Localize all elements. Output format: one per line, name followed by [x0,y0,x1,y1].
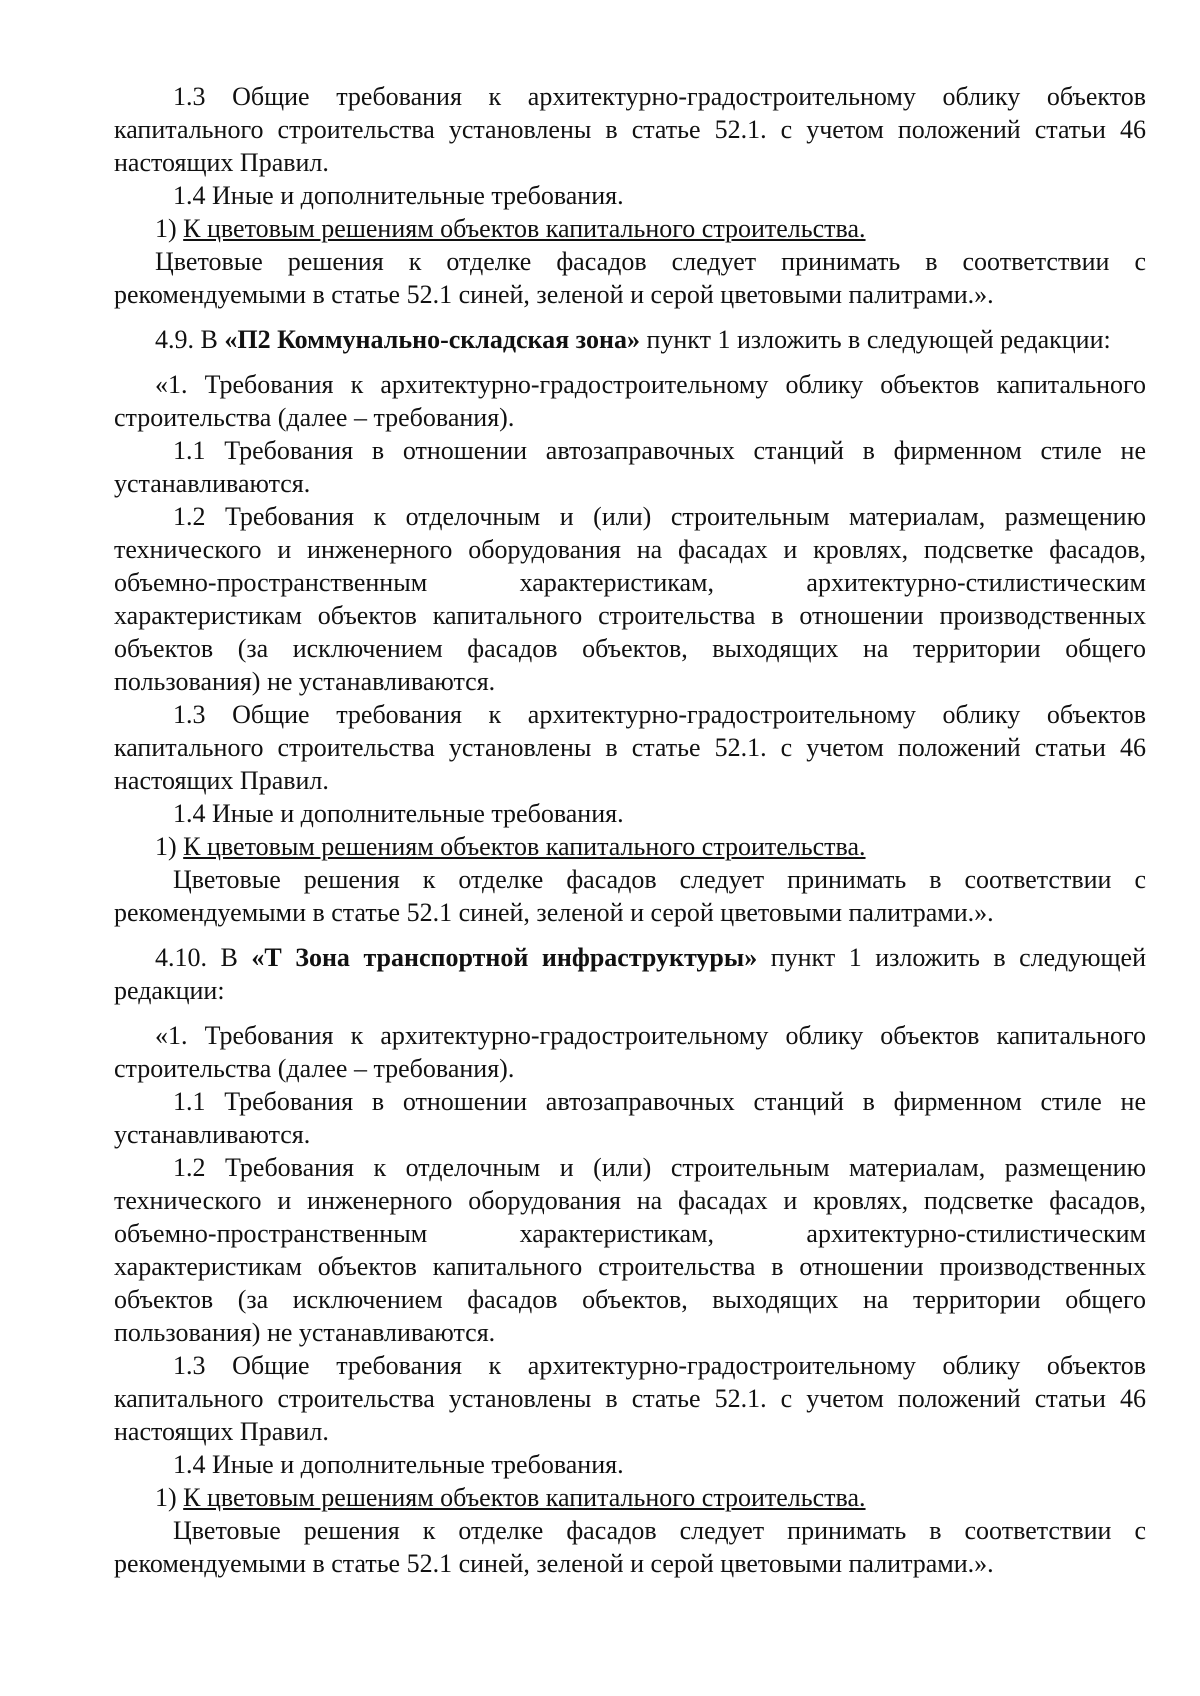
paragraph-requirements-intro: «1. Требования к архитектурно-градостроительному облику объектов капитального строительства (далее – требования). [114,370,1146,432]
paragraph-1-4: 1.4 Иные и дополнительные требования. [173,799,624,828]
paragraph-1-3: 1.3 Общие требования к архитектурно-градостроительному облику объектов капитального строительства установлены в статье 52.1. с учетом положений статьи 46 настоящих Правил. [114,1351,1146,1446]
paragraph-1-3: 1.3 Общие требования к архитектурно-градостроительному облику объектов капитального строительства установлены в статье 52.1. с учетом положений статьи 46 настоящих Правил. [114,82,1146,177]
clause-number: 4.9. В [155,325,225,354]
paragraph-color-text: Цветовые решения к отделке фасадов следует принимать в соответствии с рекомендуемыми в статье 52.1 синей, зеленой и серой цветовыми палитрами.». [114,247,1146,309]
zone-name-bold: «Т Зона транспортной инфраструктуры» [251,943,758,972]
paragraph-1-4: 1.4 Иные и дополнительные требования. [173,1450,624,1479]
paragraph-4-9 [114,323,1146,356]
paragraph-color-heading: 1) К цветовым решениям объектов капитального строительства. [155,214,866,243]
paragraph-1-2: 1.2 Требования к отделочным и (или) строительным материалам, размещению технического и инженерного оборудования на фасадах и кровлях, подсветке фасадов, объемно-пространственным характеристикам, архитектурно-стилистическим характеристикам объектов капитального строительства в отношении производственных объектов (за исключением фасадов объектов, выходящих на территории общего пользования) не устанавливаются. [114,502,1146,696]
zone-name-bold: «П2 Коммунально-складская зона» [224,325,640,354]
clause-text: пункт 1 изложить в следующей редакции: [114,943,1146,1005]
paragraph-color-text: Цветовые решения к отделке фасадов следует принимать в соответствии с рекомендуемыми в статье 52.1 синей, зеленой и серой цветовыми палитрами.». [114,865,1146,927]
underlined-heading: К цветовым решениям объектов капитального строительства. [183,832,866,861]
paragraph-color-heading: 1) К цветовым решениям объектов капитального строительства. [155,1483,866,1512]
paragraph-1-1: 1.1 Требования в отношении автозаправочных станций в фирменном стиле не устанавливаются. [114,436,1146,498]
paragraph-1-4: 1.4 Иные и дополнительные требования. [173,181,624,210]
paragraph-1-3: 1.3 Общие требования к архитектурно-градостроительному облику объектов капитального строительства установлены в статье 52.1. с учетом положений статьи 46 настоящих Правил. [114,700,1146,795]
clause-text: пункт 1 изложить в следующей редакции: [639,325,1111,354]
paragraph-requirements-intro: «1. Требования к архитектурно-градостроительному облику объектов капитального строительства (далее – требования). [114,1021,1146,1083]
clause-number: 4.10. В [155,943,252,972]
paragraph-color-heading: 1) К цветовым решениям объектов капитального строительства. [155,832,866,861]
paragraph-1-1: 1.1 Требования в отношении автозаправочных станций в фирменном стиле не устанавливаются. [114,1087,1146,1149]
underlined-heading: К цветовым решениям объектов капитального строительства. [183,214,866,243]
paragraph-4-10 [114,941,1146,1007]
underlined-heading: К цветовым решениям объектов капитального строительства. [183,1483,866,1512]
paragraph-1-2: 1.2 Требования к отделочным и (или) строительным материалам, размещению технического и инженерного оборудования на фасадах и кровлях, подсветке фасадов, объемно-пространственным характеристикам, архитектурно-стилистическим характеристикам объектов капитального строительства в отношении производственных объектов (за исключением фасадов объектов, выходящих на территории общего пользования) не устанавливаются. [114,1153,1146,1347]
paragraph-color-text: Цветовые решения к отделке фасадов следует принимать в соответствии с рекомендуемыми в статье 52.1 синей, зеленой и серой цветовыми палитрами.». [114,1516,1146,1578]
